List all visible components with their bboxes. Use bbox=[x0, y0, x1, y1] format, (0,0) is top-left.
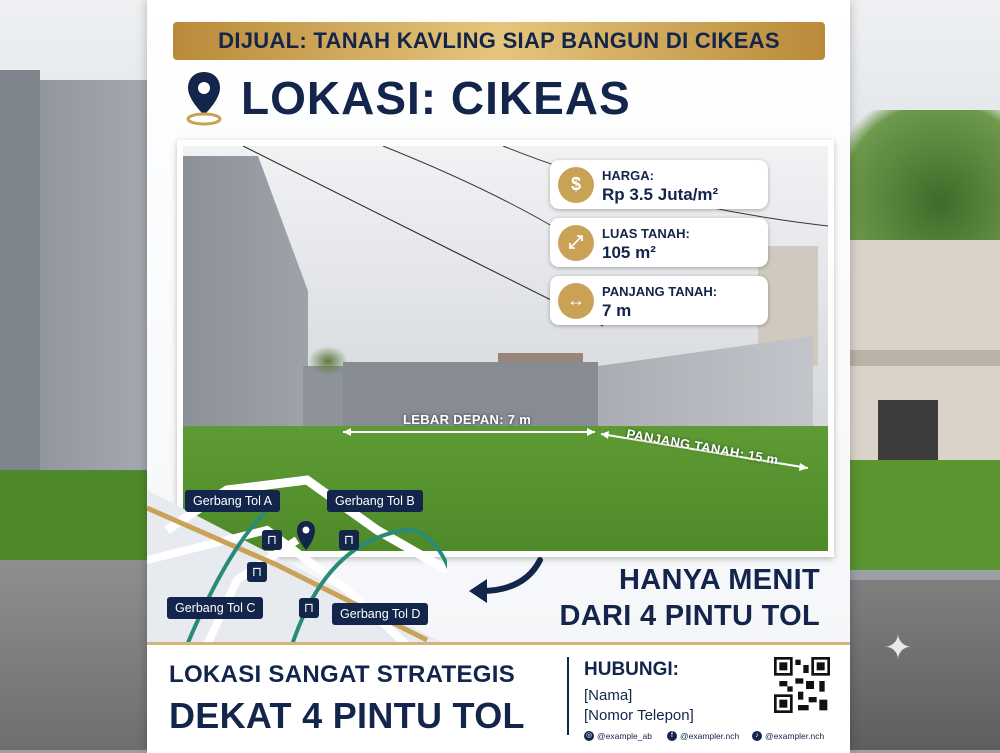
instagram-icon: ◎ bbox=[585, 732, 593, 739]
social-tiktok[interactable] bbox=[752, 731, 824, 741]
social-instagram[interactable] bbox=[584, 731, 652, 741]
facebook-icon: f bbox=[667, 731, 677, 741]
footer bbox=[147, 642, 850, 753]
length-label: PANJANG TANAH: bbox=[602, 283, 718, 299]
footer-line1: LOKASI SANGAT STRATEGIS bbox=[169, 661, 516, 688]
length-value: 7 m bbox=[602, 300, 632, 320]
flyer-card bbox=[147, 0, 850, 750]
background-road-left bbox=[0, 560, 150, 750]
social-facebook-handle: @exampler.nch bbox=[680, 731, 740, 741]
background-house-right bbox=[850, 240, 1000, 470]
headline-line2: DARI 4 PINTU TOL bbox=[559, 600, 820, 632]
price-card bbox=[550, 160, 768, 209]
sparkle-icon: ✦ bbox=[883, 629, 913, 667]
house-roof bbox=[850, 350, 1000, 366]
toll-gate-b-icon: ⊓ bbox=[339, 530, 359, 550]
ruler-icon: ↔ bbox=[558, 283, 594, 319]
price-label: HARGA: bbox=[602, 167, 654, 183]
background-road-right bbox=[850, 580, 1000, 750]
headline bbox=[560, 562, 820, 634]
gate-c-label: Gerbang Tol C bbox=[167, 597, 263, 619]
social-tiktok-handle: @exampler.nch bbox=[765, 731, 825, 741]
house-window bbox=[878, 400, 938, 460]
toll-map bbox=[147, 470, 447, 645]
footer-divider bbox=[567, 657, 569, 735]
toll-gate-c-icon: ⊓ bbox=[247, 562, 267, 582]
contact-phone: [Nomor Telepon] bbox=[584, 707, 694, 724]
location-header bbox=[183, 68, 631, 128]
gate-b-label: Gerbang Tol B bbox=[327, 490, 423, 512]
tiktok-icon: ♪ bbox=[752, 731, 762, 741]
footer-line2: DEKAT 4 PINTU TOL bbox=[169, 695, 525, 736]
land-length-label: PANJANG TANAH: 15 m bbox=[625, 426, 780, 468]
price-value: Rp 3.5 Juta/m² bbox=[602, 184, 719, 204]
area-label: LUAS TANAH: bbox=[602, 225, 690, 241]
social-instagram-handle: @example_ab bbox=[597, 731, 652, 741]
headline-line1: HANYA MENIT bbox=[619, 564, 820, 596]
toll-gate-d-icon: ⊓ bbox=[299, 598, 319, 618]
area-card bbox=[550, 218, 768, 267]
social-facebook[interactable] bbox=[667, 731, 739, 741]
sale-banner-text: DIJUAL: TANAH KAVLING SIAP BANGUN DI CIKEAS bbox=[218, 28, 780, 53]
location-pin-icon bbox=[183, 69, 225, 127]
money-hand-icon: $ bbox=[558, 167, 594, 203]
toll-gate-a-icon: ⊓ bbox=[262, 530, 282, 550]
contact-name: [Nama] bbox=[584, 687, 633, 704]
curved-arrow-icon bbox=[465, 555, 545, 605]
length-card bbox=[550, 276, 768, 325]
background-grass-right bbox=[850, 460, 1000, 570]
sale-banner bbox=[173, 22, 825, 60]
qr-code-icon[interactable] bbox=[774, 657, 830, 713]
front-width-label: LEBAR DEPAN: 7 m bbox=[403, 412, 532, 427]
gate-d-label: Gerbang Tol D bbox=[332, 603, 428, 625]
area-expand-icon: ⤢ bbox=[558, 225, 594, 261]
gate-a-label: Gerbang Tol A bbox=[185, 490, 280, 512]
background-wall-left-edge bbox=[0, 70, 40, 490]
contact-label: HUBUNGI: bbox=[584, 659, 679, 680]
area-value: 105 m² bbox=[602, 242, 656, 262]
location-title: LOKASI: CIKEAS bbox=[241, 72, 631, 124]
